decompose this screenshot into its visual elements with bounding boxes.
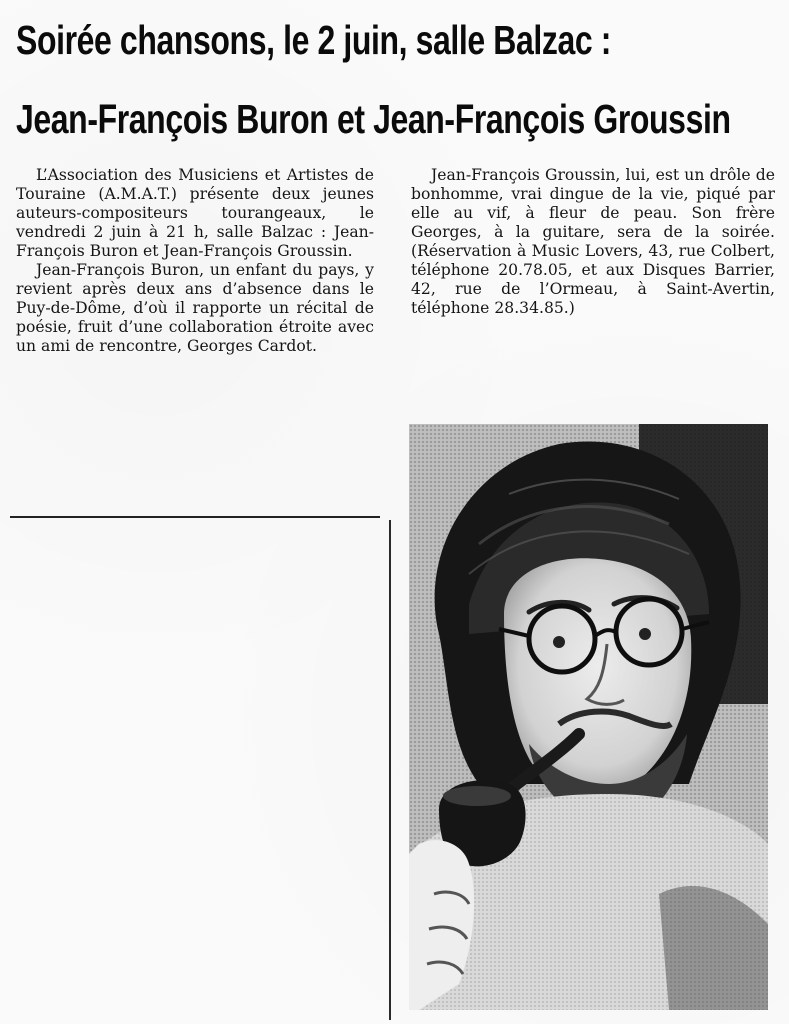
column-divider-horizontal [10, 516, 380, 518]
article-right-column [411, 166, 775, 318]
portrait-photo [409, 424, 768, 1010]
column-divider-vertical [389, 520, 391, 1020]
article-paragraph: L’Association des Musiciens et Artistes de Touraine (A.M.A.T.) présente deux jeunes auteurs-compositeurs tourangeaux, le vendredi 2 juin à 21 h, salle Balzac : Jean-François Buron et Jean-François Groussin. [16, 166, 374, 260]
article-paragraph: Jean-François Buron, un enfant du pays, y revient après deux ans d’absence dans le Puy-de-Dôme, d’où il rapporte un récital de poésie, fruit d’une collaboration étroite avec un ami de rencontre, Georges Cardot. [16, 261, 374, 355]
portrait-illustration [409, 424, 768, 1010]
headline-line-2: Jean-François Buron et Jean-François Groussin [16, 96, 731, 142]
article-paragraph: Jean-François Groussin, lui, est un drôle de bonhomme, vrai dingue de la vie, piqué par elle au vif, à fleur de peau. Son frère Georges, à la guitare, sera de la soirée. (Réservation à Music Lovers, 43, rue Colbert, téléphone 20.78.05, et aux Disques Barrier, 42, rue de l’Ormeau, à Saint-Avertin, téléphone 28.34.85.) [411, 166, 775, 317]
headline-line-1: Soirée chansons, le 2 juin, salle Balzac : [16, 17, 612, 63]
article-left-column [16, 166, 374, 356]
